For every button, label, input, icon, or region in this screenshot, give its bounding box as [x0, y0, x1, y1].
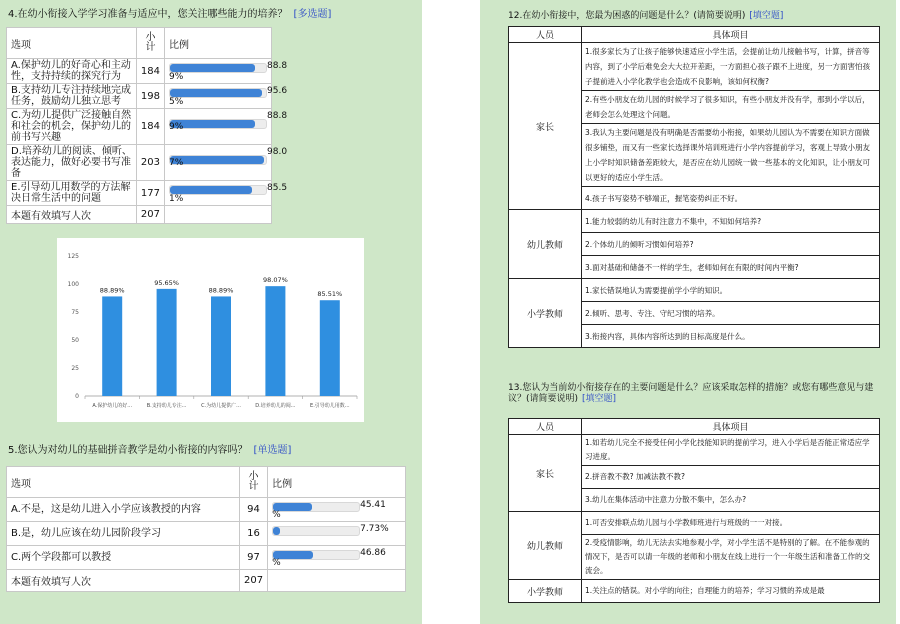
q12-role-cell: 幼儿教师 [509, 210, 582, 279]
q4-col-count-label: 小计 [145, 32, 156, 53]
q5-col-count-label: 小计 [248, 471, 259, 492]
q13-role-cell: 小学教师 [509, 580, 582, 603]
q4-option-row [7, 84, 272, 109]
q12-answer-item: 3.我认为主要问题是没有明确是否需要幼小衔接，如果幼儿园认为不需要在知识方面做很多铺垫，而又有一些家长选择课外培训班进行小学内容提前学习，客观上导致小朋友上小学时知识储备差距较大，是否应在幼儿园统一做一些基本的文化知识，让小朋友可以更好的适应小学生活。 [582, 124, 880, 187]
q4-ratio-percent: 88.8 [267, 111, 288, 121]
q12-answer-row [509, 210, 880, 233]
q5-option-count: 16 [240, 522, 268, 546]
q12-title-text: 12.在幼小衔接中，您最为困惑的问题是什么？(请简要说明) [508, 11, 746, 21]
q4-option-ratio [165, 109, 288, 145]
q5-option-ratio [268, 546, 406, 570]
q4-title-text: 4.在幼小衔接入学学习准备与适应中，您关注哪些能力的培养？ [8, 9, 288, 20]
q4-option-label: C.为幼儿提供广泛接触自然和社会的机会，保护幼儿的前书写兴趣 [7, 109, 137, 145]
q5-result-table [6, 466, 406, 592]
q4-col-option: 选项 [7, 28, 137, 59]
y-tick-label: 25 [71, 365, 79, 372]
q4-ratio-bar-fill [170, 156, 264, 164]
q4-ratio-percent-tail: 9% [169, 122, 184, 132]
q4-total-row [7, 206, 272, 224]
q5-total-empty [268, 570, 406, 592]
q4-total-empty [165, 206, 272, 224]
q13-answer-item: 2.受疫情影响，幼儿无法去实地参观小学，对小学生活不是特别的了解。在不能参观的情况下，是否可以请一年级的老师和小朋友在线上进行一个一年级生活和准备工作的交流会。 [582, 535, 880, 580]
bar-data-label: 95.65% [154, 278, 179, 287]
q4-ratio-bar-fill [170, 186, 252, 194]
q13-answer-item: 1.关注点的错误。对小学的向往；自理能力的培养；学习习惯的养成是最 [582, 580, 880, 603]
q13-role-cell: 幼儿教师 [509, 512, 582, 580]
q4-option-count: 198 [136, 84, 164, 109]
q12-answer-item: 4.孩子书写姿势不够端正，握笔姿势纠正不好。 [582, 187, 880, 210]
q5-ratio-percent: 45.41 [360, 500, 386, 510]
bar [320, 300, 340, 396]
q12-role-cell: 家长 [509, 43, 582, 210]
bar [102, 296, 122, 396]
q4-ratio-percent: 88.8 [267, 61, 288, 71]
q5-title-text: 5.您认为对幼儿的基础拼音教学是幼小衔接的内容吗？ [8, 445, 248, 456]
q12-answer-item: 3.衔接内容，具体内容所达到的目标高度是什么。 [582, 325, 880, 348]
q5-col-count [240, 467, 268, 498]
bar-data-label: 85.51% [317, 290, 343, 299]
q4-total-value: 207 [136, 206, 164, 224]
q4-option-ratio [165, 145, 288, 181]
q13-title-text: 13.您认为当前幼小衔接存在的主要问题是什么？应该采取怎样的措施？或您有哪些意见与建议？(请简要说明) [508, 383, 874, 404]
q13-answer-item: 1.可否安排联点幼儿园与小学教师班进行与班级的一一对接。 [582, 512, 880, 535]
q4-ratio-percent: 85.5 [267, 183, 288, 193]
q5-option-ratio [268, 498, 406, 522]
q13-answer-item: 1.如若幼儿完全不接受任何小学化技能知识的提前学习，进入小学后是否能正常适应学习进度。 [582, 435, 880, 466]
q5-ratio-percent-tail: % [272, 558, 281, 568]
q4-option-count: 177 [136, 181, 164, 206]
q5-col-option: 选项 [7, 467, 240, 498]
q4-ratio-percent: 98.0 [267, 147, 288, 157]
q5-ratio-percent: 46.86 [360, 548, 386, 558]
y-tick-label: 75 [71, 309, 79, 316]
y-tick-label: 125 [67, 253, 79, 260]
q4-ratio-percent-tail: 9% [169, 72, 184, 82]
left-panel [0, 0, 422, 624]
q5-title [8, 441, 291, 456]
q12-answer-item: 1.很多家长为了让孩子能够快速适应小学生活，会提前让幼儿接触书写，计算，拼音等内容，到了小学后难免会大大拉开差距，一方面担心孩子跟不上进度，另一方面害怕孩子提前进入小学化教学也会造成不良影响，该如何权衡? [582, 43, 880, 91]
q5-option-row [7, 498, 406, 522]
q4-header-row [7, 28, 272, 59]
q13-title [508, 383, 882, 405]
q13-answer-item: 2.拼音教不教? 加减法教不教? [582, 466, 880, 489]
q13-type-tag: [填空题] [582, 394, 617, 404]
q4-option-row [7, 145, 272, 181]
q4-ratio-percent-tail: 7% [169, 158, 184, 168]
q5-ratio-bar-track [272, 502, 360, 512]
q12-answer-row [509, 43, 880, 91]
q5-option-count: 97 [240, 546, 268, 570]
q5-col-ratio: 比例 [268, 467, 406, 498]
right-panel [480, 0, 896, 624]
q5-ratio-bar-fill [273, 527, 280, 535]
q4-option-row [7, 181, 272, 206]
q5-option-row [7, 522, 406, 546]
q13-role-cell: 家长 [509, 435, 582, 512]
q5-type-tag: [单选题] [253, 445, 292, 456]
q12-answer-item: 3.面对基础和储备不一样的学生，老师如何在有限的时间内平衡? [582, 256, 880, 279]
q4-ratio-bar-track [169, 185, 267, 195]
q12-header-row [509, 27, 880, 43]
bar [157, 289, 177, 396]
q4-option-row [7, 109, 272, 145]
q4-ratio-percent-tail: 1% [169, 194, 184, 204]
q5-option-ratio [268, 522, 406, 546]
q5-option-count: 94 [240, 498, 268, 522]
q4-bar-chart [57, 238, 364, 422]
q12-type-tag: [填空题] [749, 11, 784, 21]
q4-ratio-bar-fill [170, 89, 262, 97]
q12-col-role: 人员 [509, 27, 582, 43]
q5-option-label: C.两个学段都可以教授 [7, 546, 240, 570]
q5-total-value: 207 [240, 570, 268, 592]
q4-option-row [7, 59, 272, 84]
q4-option-label: E.引导幼儿用数学的方法解决日常生活中的问题 [7, 181, 137, 206]
q5-total-label: 本题有效填写人次 [7, 570, 240, 592]
x-tick-label: E.引导幼儿用数... [310, 403, 350, 409]
q4-ratio-bar-track [169, 88, 267, 98]
q13-answer-table [508, 418, 880, 603]
q12-answer-table [508, 26, 880, 348]
q4-ratio-percent: 95.6 [267, 86, 288, 96]
q13-col-role: 人员 [509, 419, 582, 435]
q13-answer-row [509, 580, 880, 603]
q4-option-label: B.支持幼儿专注持续地完成任务，鼓励幼儿独立思考 [7, 84, 137, 109]
q4-col-ratio: 比例 [165, 28, 272, 59]
q5-total-row [7, 570, 406, 592]
q5-header-row [7, 467, 406, 498]
q4-option-label: D.培养幼儿的阅读、倾听、表达能力，做好必要书写准备 [7, 145, 137, 181]
q12-answer-item: 1.家长错误地认为需要提前学小学的知识。 [582, 279, 880, 302]
q4-option-ratio [165, 84, 288, 109]
q13-answer-row [509, 512, 880, 535]
q4-option-ratio [165, 181, 288, 206]
q12-role-cell: 小学教师 [509, 279, 582, 348]
q4-option-count: 184 [136, 59, 164, 84]
x-tick-label: A.保护幼儿的好... [92, 403, 133, 409]
q4-option-label: A.保护幼儿的好奇心和主动性，支持持续的探究行为 [7, 59, 137, 84]
q5-option-label: A.不是，这是幼儿进入小学应该教授的内容 [7, 498, 240, 522]
q4-option-count: 203 [136, 145, 164, 181]
q4-title [8, 5, 331, 20]
q5-ratio-bar-track [272, 550, 360, 560]
bar-data-label: 88.89% [99, 286, 125, 295]
q4-total-label: 本题有效填写人次 [7, 206, 137, 224]
q12-answer-row [509, 279, 880, 302]
q4-bar-chart-svg [57, 238, 364, 422]
q5-ratio-percent-tail: % [272, 510, 281, 520]
q4-ratio-bar-track [169, 119, 267, 129]
bar [211, 296, 231, 396]
bar [265, 286, 285, 396]
q13-answer-item: 3.幼儿在集体活动中注意力分散不集中，怎么办? [582, 489, 880, 512]
q12-title [508, 8, 783, 21]
bar-data-label: 98.07% [263, 276, 288, 285]
q5-option-row [7, 546, 406, 570]
y-tick-label: 100 [67, 281, 79, 288]
q12-answer-item: 1.能力较弱的幼儿有时注意力不集中，不知如何培养? [582, 210, 880, 233]
q12-answer-item: 2.倾听、思考、专注、守纪习惯的培养。 [582, 302, 880, 325]
q5-ratio-percent: 7.73% [360, 524, 389, 534]
bar-data-label: 88.89% [208, 286, 234, 295]
q4-option-ratio [165, 59, 288, 84]
q13-col-item: 具体项目 [582, 419, 880, 435]
q12-col-item: 具体项目 [582, 27, 880, 43]
q13-answer-row [509, 435, 880, 466]
q4-result-table [6, 27, 288, 224]
q13-header-row [509, 419, 880, 435]
q4-type-tag: [多选题] [293, 9, 332, 20]
q4-ratio-bar-track [169, 63, 267, 73]
x-tick-label: B.支持幼儿专注... [146, 403, 187, 409]
x-tick-label: D.培养幼儿的阅... [255, 403, 296, 409]
q4-ratio-percent-tail: 5% [169, 97, 184, 107]
y-tick-label: 50 [71, 337, 79, 344]
q5-option-label: B.是，幼儿应该在幼儿园阶段学习 [7, 522, 240, 546]
q4-ratio-bar-track [169, 155, 267, 165]
q4-option-count: 184 [136, 109, 164, 145]
q4-col-count [136, 28, 164, 59]
q4-ratio-bar-fill [170, 64, 255, 72]
y-tick-label: 0 [75, 393, 79, 400]
q12-answer-item: 2.有些小朋友在幼儿园的时候学习了很多知识，有些小朋友并没有学，那到小学以后，老师会怎么处理这个问题。 [582, 91, 880, 124]
x-tick-label: C.为幼儿提供广... [201, 403, 241, 409]
q12-answer-item: 2.个体幼儿的倾听习惯如何培养? [582, 233, 880, 256]
q5-ratio-bar-track [272, 526, 360, 536]
